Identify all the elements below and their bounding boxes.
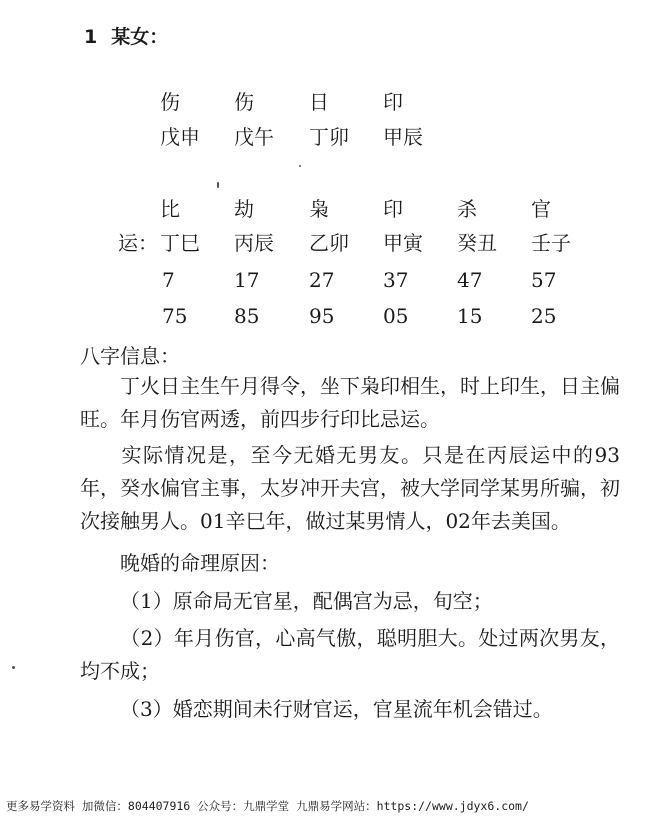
paragraph-text: （1）原命局无官星，配偶宫为忌，旬空； (120, 589, 493, 613)
paragraph-text: 丁火日主生午月得令，坐下枭印相生，时上印生，日主偏旺。年月伤官两透，前四步行印比忌运。 (80, 374, 620, 431)
luck-pillar: 癸丑 (457, 231, 497, 255)
chart-god-month: 伤 (234, 90, 254, 114)
chart-pillar-year: 戊申 (160, 125, 200, 149)
scan-speck (299, 165, 301, 167)
luck-god: 枭 (309, 197, 329, 221)
paragraph-text: 晚婚的命理原因： (120, 551, 280, 575)
scan-speck (12, 666, 15, 669)
paragraph-text: （2）年月伤官，心高气傲，聪明胆大。处过两次男友，均不成； (80, 626, 620, 683)
chart-god-day: 日 (309, 90, 329, 114)
luck-god: 比 (160, 197, 180, 221)
luck-year: 85 (234, 304, 260, 328)
footer-text: 更多易学资料 加微信：804407916 公众号：九鼎学堂 九鼎易学网站：https://www.jdyx6.com/ (6, 799, 529, 813)
luck-pillar: 丙辰 (234, 231, 274, 255)
chart-god-hour: 印 (383, 90, 403, 114)
paragraph (80, 585, 620, 618)
section-title: 八字信息： (80, 344, 180, 368)
luck-god: 杀 (457, 197, 477, 221)
luck-pillar: 壬子 (531, 231, 571, 255)
luck-god: 官 (531, 197, 551, 221)
paragraph (80, 547, 620, 580)
luck-age: 27 (309, 268, 335, 292)
luck-pillar: 乙卯 (309, 231, 349, 255)
paragraph (80, 439, 620, 538)
luck-god: 劫 (234, 197, 254, 221)
paragraph-text: 实际情况是，至今无婚无男友。只是在丙辰运中的93年，癸水偏官主事，太岁冲开夫宫，被大学同学某男所骗，初次接触男人。01辛巳年，做过某男情人，02年去美国。 (80, 443, 620, 533)
luck-age: 47 (457, 268, 483, 292)
paragraph (80, 622, 620, 688)
luck-prefix: 运： (118, 231, 158, 255)
section-heading (84, 22, 168, 49)
luck-pillar: 甲寅 (383, 231, 423, 255)
luck-age: 17 (234, 268, 260, 292)
chart-pillar-hour: 甲辰 (383, 125, 423, 149)
luck-year: 75 (162, 304, 188, 328)
paragraph (80, 693, 620, 726)
paragraph-text: （3）婚恋期间未行财官运，官星流年机会错过。 (120, 697, 553, 721)
luck-age: 57 (531, 268, 557, 292)
luck-year: 15 (457, 304, 483, 328)
chart-god-year: 伤 (160, 90, 180, 114)
luck-age: 37 (383, 268, 409, 292)
heading-number: 1 (84, 26, 98, 48)
luck-year: 05 (383, 304, 409, 328)
luck-year: 25 (531, 304, 557, 328)
chart-pillar-month: 戊午 (234, 125, 274, 149)
chart-pillar-day: 丁卯 (309, 125, 349, 149)
paragraph (80, 370, 620, 436)
luck-god: 印 (383, 197, 403, 221)
luck-year: 95 (309, 304, 335, 328)
heading-title: 某女： (111, 26, 169, 48)
luck-age: 7 (162, 268, 175, 292)
luck-pillar: 丁巳 (160, 231, 200, 255)
scan-speck (217, 182, 219, 188)
